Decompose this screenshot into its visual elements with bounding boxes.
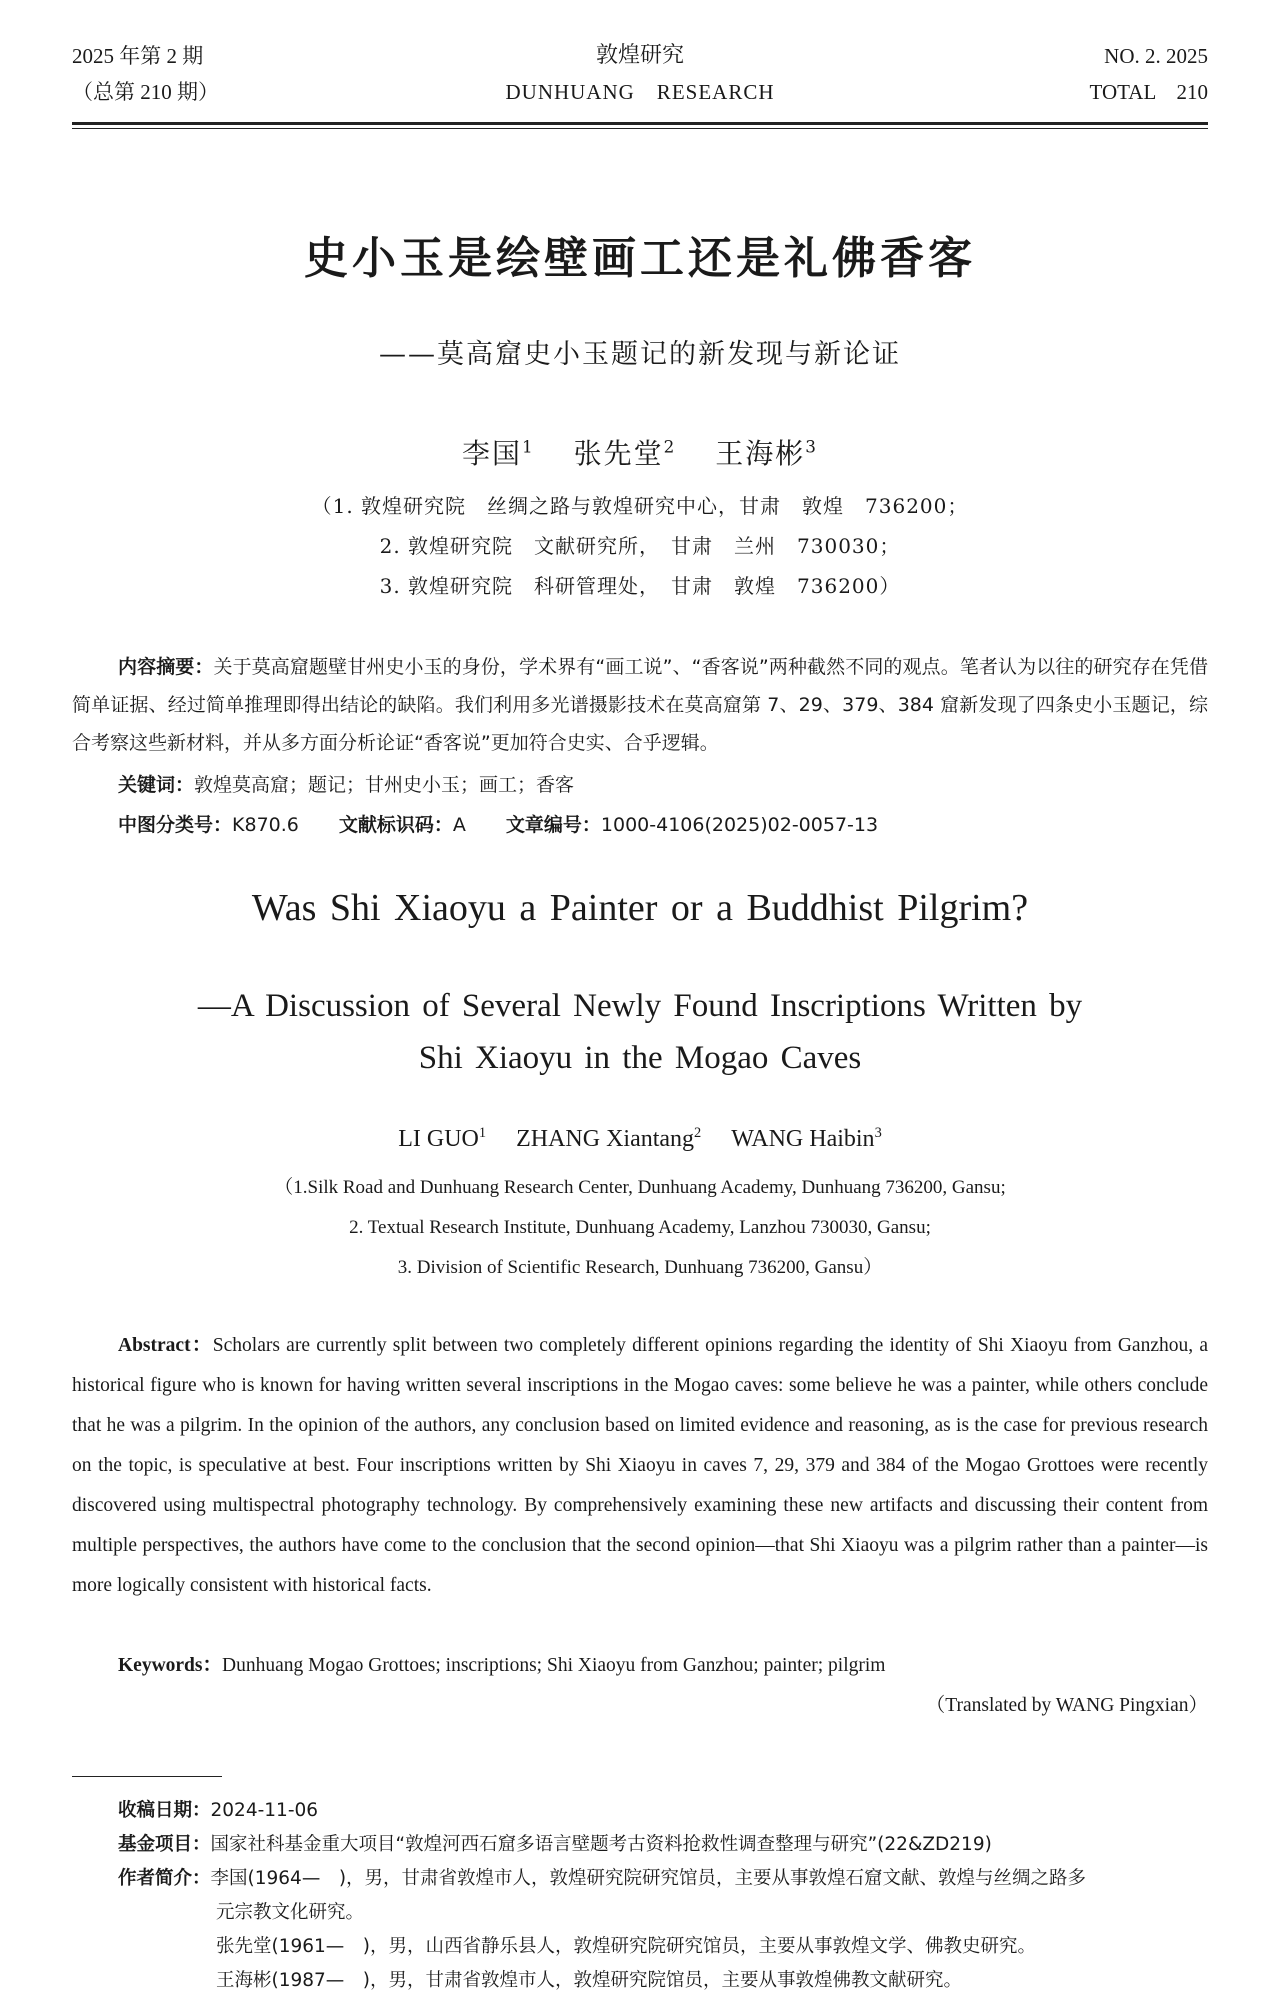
doc-code-label: 文献标识码： <box>338 814 453 836</box>
author-cn: 张先堂$^2$ <box>573 436 677 470</box>
issue-number: 2025 年第 2 期 <box>72 44 204 68</box>
author-cn: 王海彬$^3$ <box>715 436 818 470</box>
authors-cn <box>72 432 1208 472</box>
abstract-cn-text: 关于莫高窟题壁甘州史小玉的身份，学术界有“画工说”、“香客说”两种截然不同的观点。笔者认为以往的研究存在凭借简单证据、经过简单推理即得出结论的缺陷。我们利用多光谱摄影技术在莫高窟第 7、29、379、384 窟新发现了四条史小玉题记，综合考察这些新材料，并从多方面分析论证“香客说”更加符合史实、合乎逻辑。 <box>72 656 1208 754</box>
journal-name-en: DUNHUANG RESEARCH <box>505 80 775 104</box>
keywords-en <box>72 1646 1208 1686</box>
affiliation-en: 2. Textual Research Institute, Dunhuang Academy, Lanzhou 730030, Gansu; <box>349 1217 931 1238</box>
keywords-en-label: Keywords： <box>118 1655 222 1676</box>
author-bios <box>118 1862 1208 1998</box>
authors-en <box>72 1126 1208 1153</box>
author-cn: 李国$^1$ <box>462 436 535 470</box>
article-number-value: 1000-4106(2025)02-0057-13 <box>600 814 879 836</box>
keywords-cn-text: 敦煌莫高窟；题记；甘州史小玉；画工；香客 <box>194 774 575 796</box>
footnote-rule <box>72 1776 222 1777</box>
keywords-cn-label: 关键词： <box>118 774 195 796</box>
clc-value: K870.6 <box>232 814 299 836</box>
funding-label: 基金项目： <box>118 1834 211 1855</box>
issue-total: （总第 210 期） <box>72 80 219 104</box>
article-subtitle-cn: ——莫高窟史小玉题记的新发现与新论证 <box>379 339 901 370</box>
header-rule-thin <box>72 128 1208 129</box>
issue-total-en: TOTAL 210 <box>1089 80 1208 104</box>
affiliations-cn <box>72 486 1208 606</box>
article-title-cn: 史小玉是绘壁画工还是礼佛香客 <box>304 233 976 284</box>
affiliations-en <box>72 1168 1208 1288</box>
clc-label: 中图分类号： <box>118 814 233 836</box>
issue-info-en <box>1090 38 1208 110</box>
abstract-en-text: Scholars are currently split between two completely different opinions regarding the identity of Shi Xiaoyu from Ganzhou, a historical figure who is known for having written several inscriptions in the Mogao caves: some believe he was a painter, while others conclude that he was a pilgrim. In the opinion of the authors, any conclusion based on limited evidence and reasoning, as is the case for previous research on the topic, is speculative at best. Four inscriptions written by Shi Xiaoyu in caves 7, 29, 379 and 384 of the Mogao Grottoes were recently discovered using multispectral photography technology. By comprehensively examining these new artifacts and discussing their content from multiple perspectives, the authors have come to the conclusion that the second opinion—that Shi Xiaoyu was a pilgrim rather than a painter—is more logically consistent with historical facts. <box>72 1335 1208 1596</box>
keywords-en-text: Dunhuang Mogao Grottoes; inscriptions; Shi Xiaoyu from Ganzhou; painter; pilgrim <box>222 1655 886 1676</box>
article-subtitle-en <box>72 980 1208 1084</box>
affiliation-cn: 2. 敦煌研究院 文献研究所， 甘肃 兰州 730030； <box>379 534 901 558</box>
abstract-en-label: Abstract： <box>118 1335 213 1356</box>
funding-value: 国家社科基金重大项目“敦煌河西石窟多语言壁题考古资料抢救性调查整理与研究”(22&ZD219) <box>210 1834 992 1855</box>
affiliation-en: 3. Division of Scientific Research, Dunhuang 736200, Gansu） <box>397 1257 883 1278</box>
author-bio: 张先堂(1961— )，男，山西省静乐县人，敦煌研究院研究馆员，主要从事敦煌文学、佛教史研究。 <box>216 1936 1037 1957</box>
author-en: ZHANG Xiantang$^2$ <box>516 1125 702 1152</box>
keywords-cn <box>72 766 1208 804</box>
affiliation-en: （1.Silk Road and Dunhuang Research Center, Dunhuang Academy, Dunhuang 736200, Gansu; <box>274 1177 1006 1198</box>
author-en: LI GUO$^1$ <box>398 1125 487 1152</box>
article-title-en: Was Shi Xiaoyu a Painter or a Buddhist Pilgrim? <box>251 887 1029 929</box>
doc-code-value: A <box>452 814 466 836</box>
subtitle-en-line: —A Discussion of Several Newly Found Inscriptions Written by <box>197 988 1083 1024</box>
translator-credit: （Translated by WANG Pingxian） <box>925 1695 1208 1716</box>
abstract-en <box>72 1326 1208 1606</box>
affiliation-cn: （1. 敦煌研究院 丝绸之路与敦煌研究中心，甘肃 敦煌 736200； <box>311 494 969 518</box>
abstract-cn <box>72 648 1208 762</box>
header-rule-thick <box>72 122 1208 125</box>
author-bio-continued: 元宗教文化研究。 <box>216 1902 365 1923</box>
article-number-label: 文章编号： <box>505 814 601 836</box>
funding <box>118 1828 1208 1862</box>
affiliation-cn: 3. 敦煌研究院 科研管理处， 甘肃 敦煌 736200） <box>379 574 901 598</box>
abstract-cn-label: 内容摘要： <box>118 656 214 678</box>
received-date-value: 2024-11-06 <box>210 1800 319 1821</box>
author-bio: 王海彬(1987— )，男，甘肃省敦煌市人，敦煌研究院馆员，主要从事敦煌佛教文献研究。 <box>216 1970 963 1991</box>
author-en: WANG Haibin$^3$ <box>731 1125 882 1152</box>
bio-label: 作者简介： <box>118 1868 211 1889</box>
classification-info <box>72 806 1208 844</box>
subtitle-en-line: Shi Xiaoyu in the Mogao Caves <box>418 1040 862 1076</box>
received-date <box>118 1794 1208 1828</box>
author-bio: 作者简介：李国(1964— )，男，甘肃省敦煌市人，敦煌研究院研究馆员，主要从事敦煌石窟文献、敦煌与丝绸之路多 <box>118 1868 1087 1889</box>
running-header <box>72 38 1208 118</box>
journal-name <box>72 38 1208 110</box>
received-date-label: 收稿日期： <box>118 1800 211 1821</box>
journal-name-cn: 敦煌研究 <box>595 43 684 68</box>
issue-number-en: NO. 2. 2025 <box>1104 44 1208 68</box>
